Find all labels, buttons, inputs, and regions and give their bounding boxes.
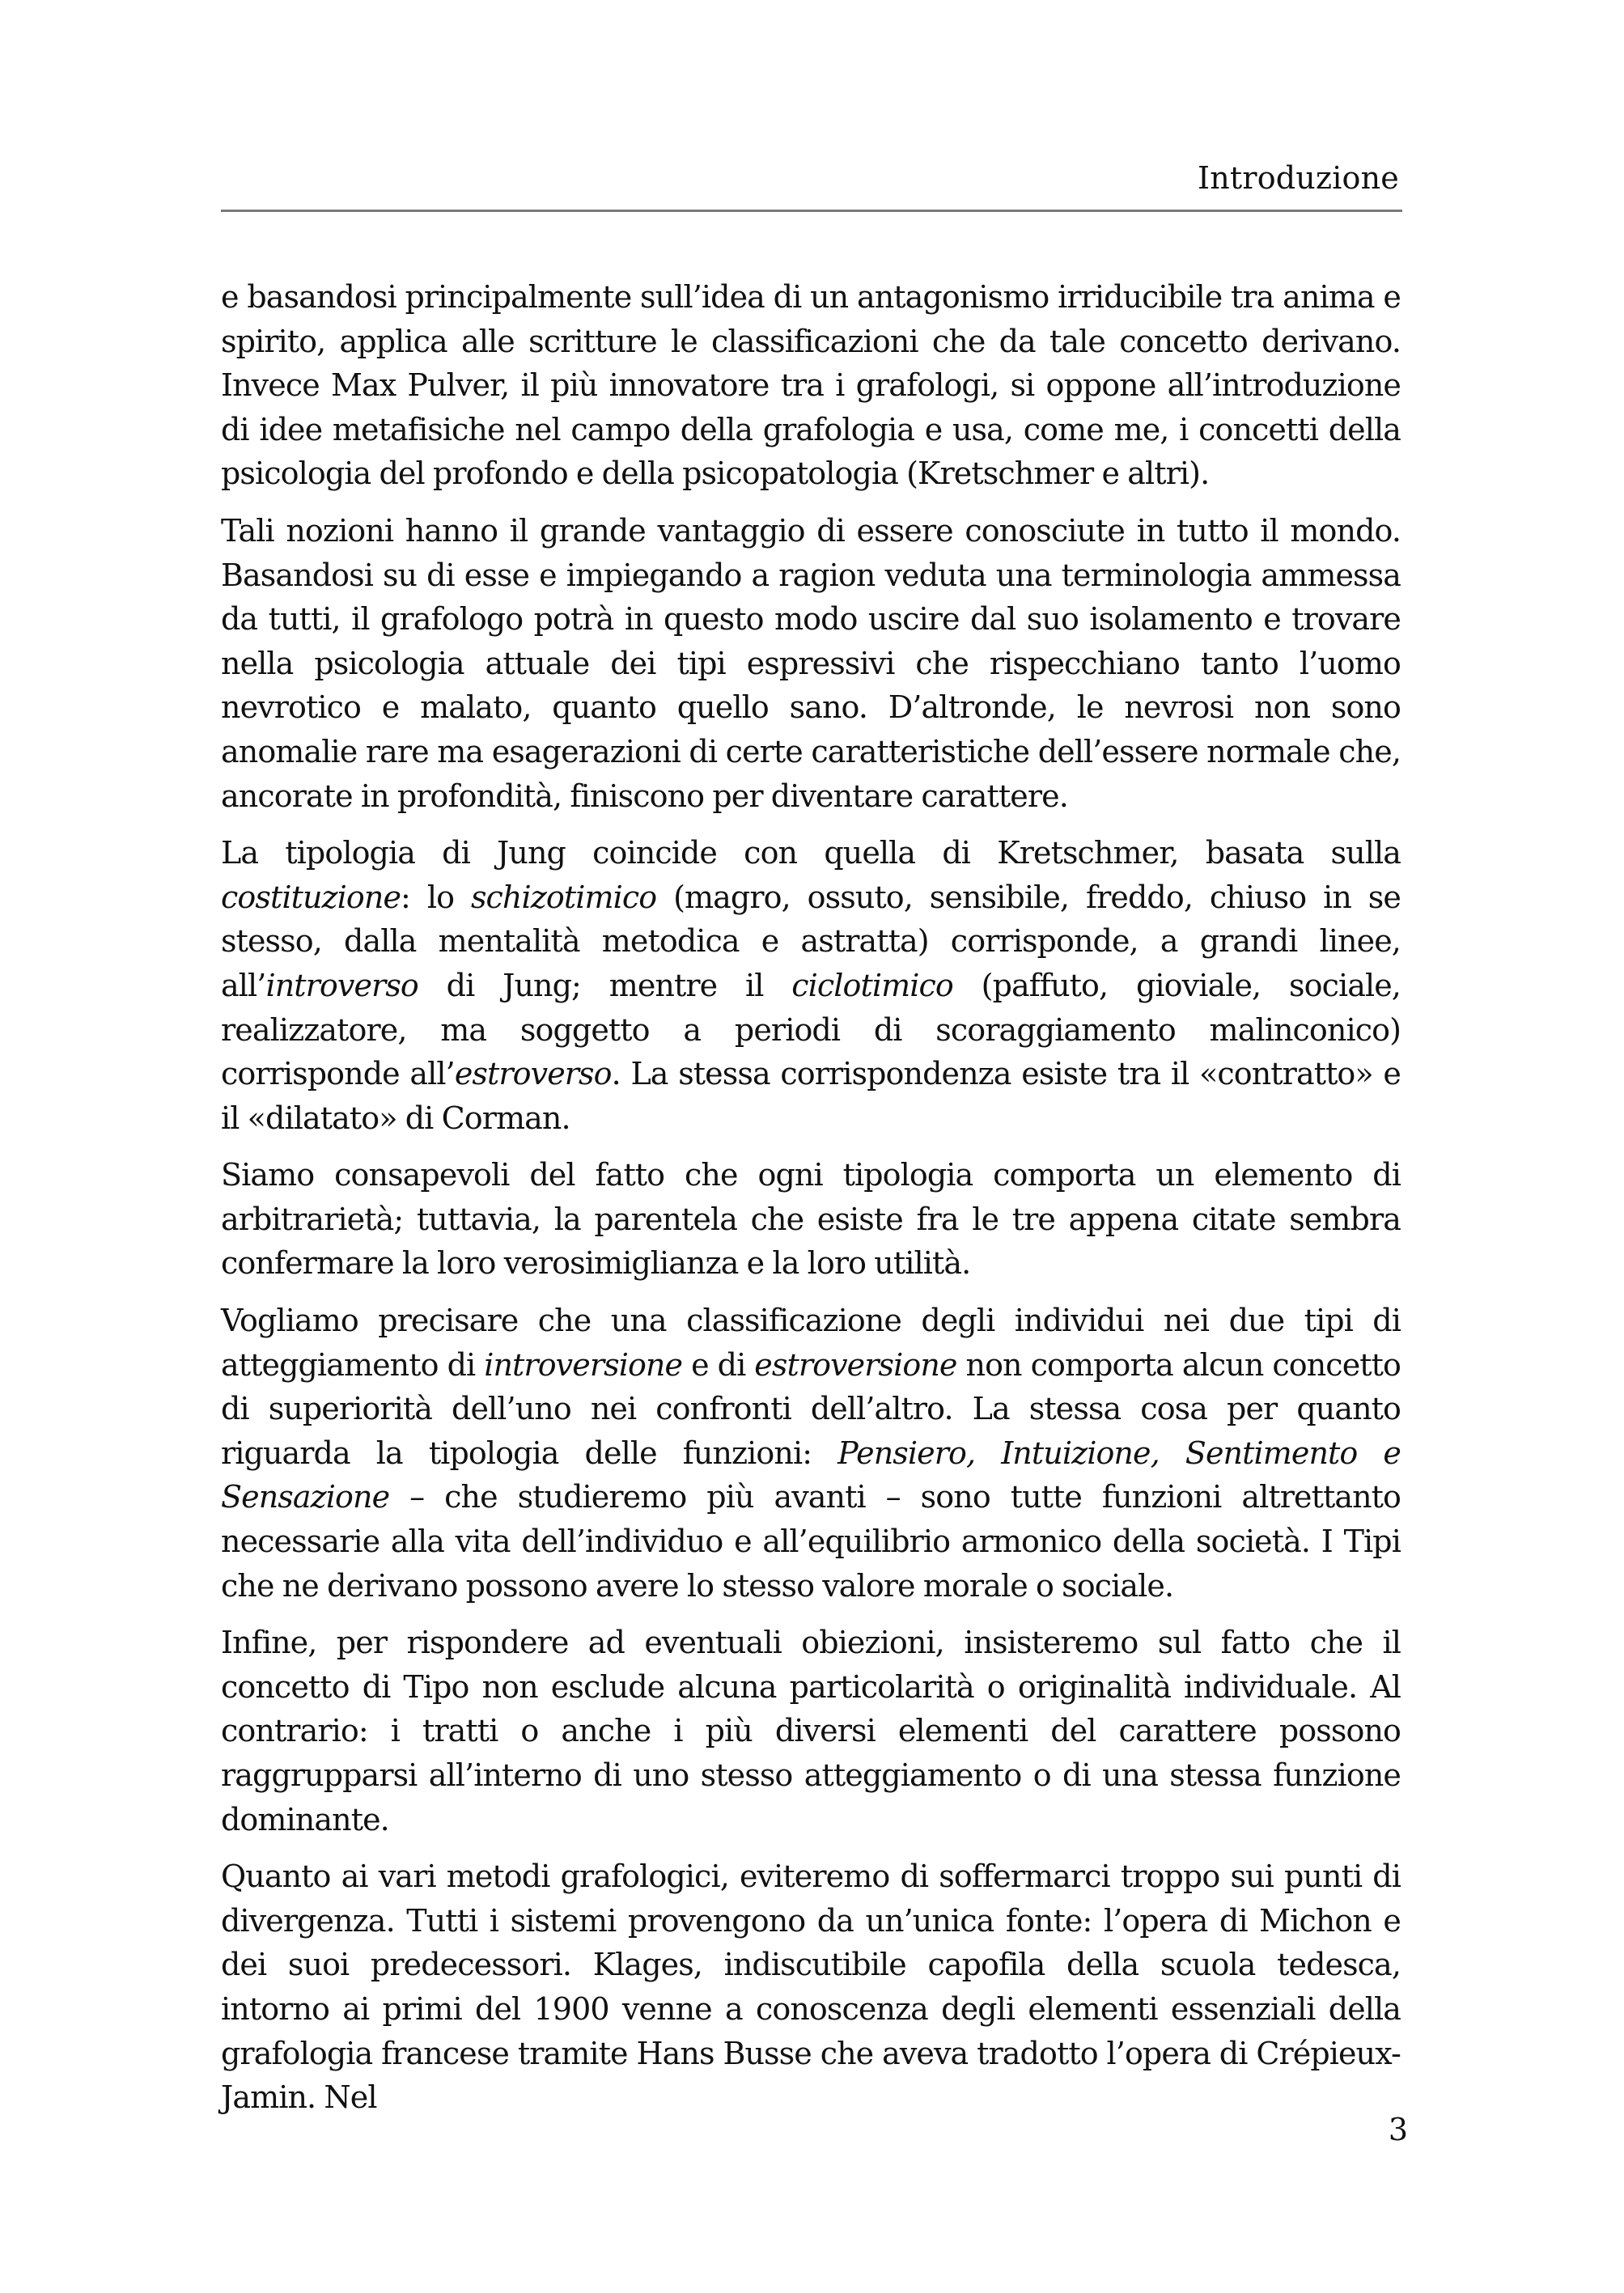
italic-term-estroverso: estroverso [454,1056,612,1092]
text-run: : lo [401,879,471,915]
italic-term-ciclotimico: ciclotimico [791,967,953,1003]
text-run: Siamo consapevoli del fatto che ogni tipologia comporta un elemento di arbitrarietà; tuttavia, la parentela che esiste fra le tre appena citate sembra confermare la loro verosimiglianza e la loro utilità. [221,1157,1401,1282]
text-run: . La stessa corrispondenza esiste tra il «contratto» e il «dilatato» di Corman. [221,1056,1401,1136]
italic-term-introverso: introverso [265,967,418,1003]
text-run: Vogliamo precisare che una classificazione degli individui nei due tipi di atteggiamento di [221,1303,1401,1383]
text-run: Tali nozioni hanno il grande vantaggio di essere conosciute in tutto il mondo. Basandosi su di esse e impiegando a ragion veduta una terminologia ammessa da tutti, il grafologo potrà in questo modo uscire dal suo isolamento e trovare nella psicologia attuale dei tipi espressivi che rispecchiano tanto l’uomo nevrotico e malato, quanto quello sano. D’altronde, le nevrosi non sono anomalie rare ma esagerazioni di certe caratteristiche dell’essere normale che, ancorate in profondità, finiscono per diventare carattere. [221,512,1401,814]
paragraph-7 [221,1854,1401,2120]
text-run: La tipologia di Jung coincide con quella di Kretschmer, basata sulla [221,835,1401,871]
page-number: 3 [1388,2112,1408,2147]
paragraph-3 [221,831,1401,1140]
text-run: non comporta alcun concetto di superiorità dell’uno nei confronti dell’altro. La stessa cosa per quanto riguarda la tipologia delle funzioni: [221,1346,1401,1471]
paragraph-1 [221,275,1401,496]
header-rule [221,210,1402,212]
paragraph-5 [221,1299,1401,1608]
text-run: e di [682,1346,755,1383]
text-run: Quanto ai vari metodi grafologici, eviteremo di soffermarci troppo sui punti di divergenza. Tutti i sistemi provengono da un’unica fonte: l’opera di Michon e dei suoi predecessori. Klages, indiscutibile capofila della scuola tedesca, intorno ai primi del 1900 venne a conoscenza degli elementi essenziali della grafologia francese tramite Hans Busse che aveva tradotto l’opera di Crépieux-Jamin. Nel [221,1859,1401,2116]
running-head: Introduzione [1197,160,1399,196]
italic-term-costituzione: costituzione [221,879,401,915]
paragraph-6 [221,1621,1401,1842]
italic-term-schizotimico: schizotimico [470,879,657,915]
italic-term-estroversione: estroversione [754,1346,957,1383]
text-run: Infine, per rispondere ad eventuali obiezioni, insisteremo sul fatto che il concetto di Tipo non esclude alcuna particolarità o originalità individuale. Al contrario: i tratti o anche i più diversi elementi del carattere possono raggrupparsi all’interno di uno stesso atteggiamento o di una stessa funzione dominante. [221,1625,1401,1837]
text-run: (paffuto, gioviale, sociale, realizzatore, ma soggetto a periodi di scoraggiamento malinconico) corrisponde all’ [221,967,1401,1092]
text-run: e basandosi principalmente sull’idea di un antagonismo irriducibile tra anima e spirito, applica alle scritture le classificazioni che da tale concetto derivano. Invece Max Pulver, il più innovatore tra i grafologi, si oppone all’introduzione di idee metafisiche nel campo della grafologia e usa, come me, i concetti della psicologia del profondo e della psicopatologia (Kretschmer e altri). [221,279,1401,492]
italic-term-introversione: introversione [484,1346,683,1383]
paragraph-2 [221,509,1401,818]
text-run: di Jung; mentre il [418,967,792,1003]
text-run: (magro, ossuto, sensibile, freddo, chiuso in se stesso, dalla mentalità metodica e astratta) corrisponde, a grandi linee, all’ [221,879,1401,1003]
text-run: – che studieremo più avanti – sono tutte funzioni altrettanto necessarie alla vita dell’individuo e all’equilibrio armonico della società. I Tipi che ne derivano possono avere lo stesso valore morale o sociale. [221,1479,1401,1604]
body-text [221,275,1401,2133]
italic-term-functions: Pensiero, Intuizione, Sentimento e Sensazione [221,1435,1401,1515]
paragraph-4 [221,1153,1401,1286]
